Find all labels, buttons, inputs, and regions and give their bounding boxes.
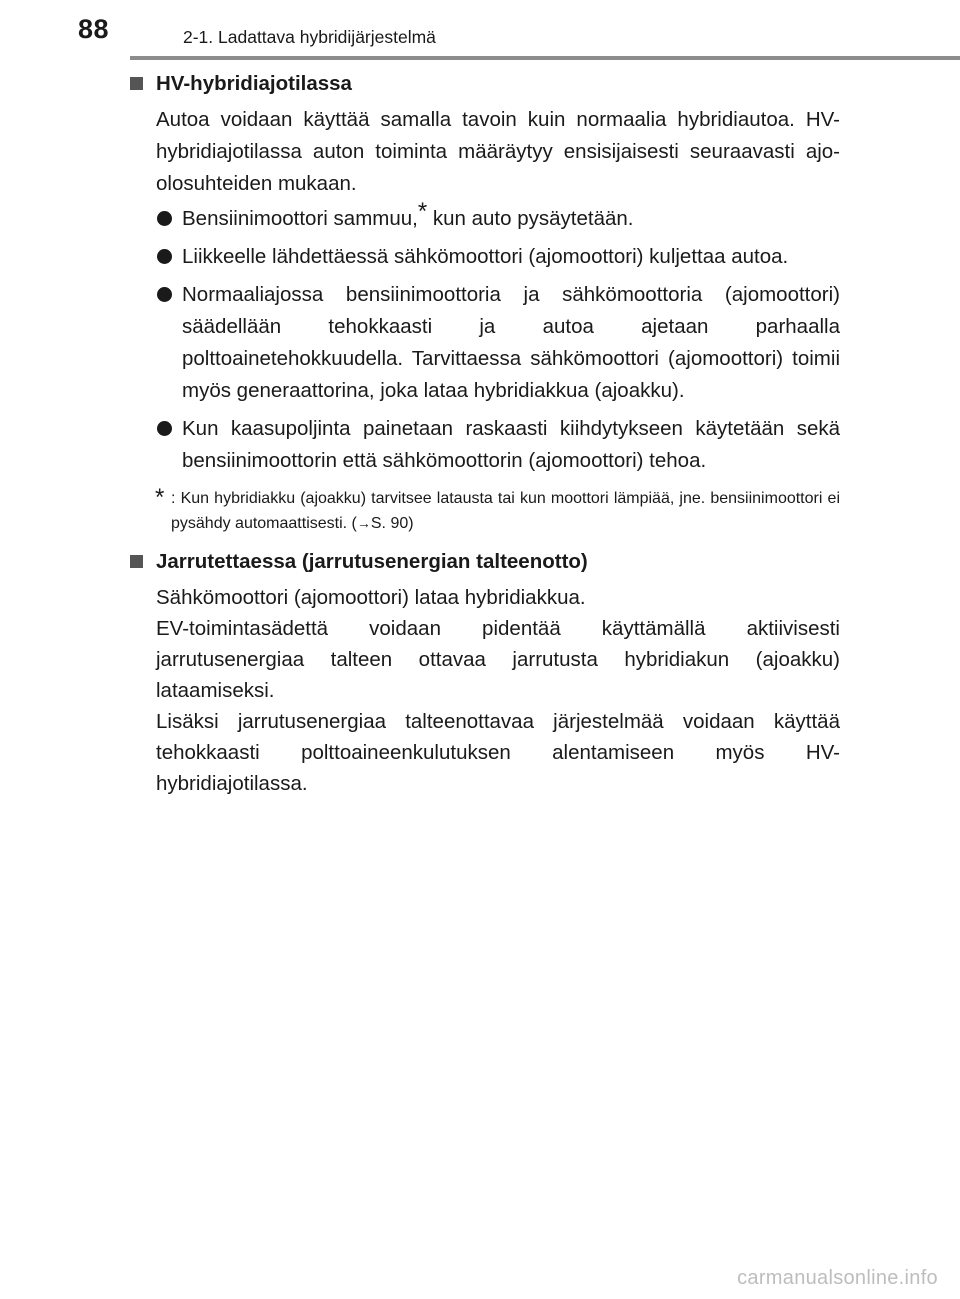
round-bullet-icon (157, 211, 172, 226)
section-heading-braking (128, 548, 840, 576)
bullet-text: Kun kaasupoljinta painetaan raskaasti kiihdytykseen käytetään sekä bensiinimoottorin että sähkömoottorin (ajomoottori) tehoa. (182, 417, 840, 472)
header-divider (130, 56, 960, 60)
braking-paragraph-3: Lisäksi jarrutusenergiaa talteenottavaa järjestelmää voidaan käyttää tehokkaasti polttoaineenkulutuksen alentamiseen myös HV-hybridiajotilassa. (156, 710, 840, 795)
section-title: Jarrutettaessa (jarrutusenergian talteenotto) (156, 550, 588, 573)
section-heading-hv (128, 70, 840, 98)
list-item (156, 279, 840, 407)
bullet-text: Bensiinimoottori sammuu, (182, 207, 418, 230)
page-content (128, 70, 840, 799)
braking-paragraph-2: EV-toimintasädettä voidaan pidentää käyttämällä aktiivisesti jarrutusenergiaa talteen ottavaa jarrutusta hybridiakun (ajoakku) lataamiseksi. (156, 617, 840, 702)
round-bullet-icon (157, 249, 172, 264)
bullet-text: Normaaliajossa bensiinimoottoria ja sähkömoottoria (ajomoottori) säädellään tehokkaasti ja autoa ajetaan parhaalla polttoainetehokkuudella. Tarvittaessa sähkömoottori (ajomoottori) toimii myös generaattorina, joka lataa hybridiakkua (ajoakku). (182, 283, 840, 402)
bullet-text: Liikkeelle lähdettäessä sähkömoottori (ajomoottori) kuljettaa autoa. (182, 245, 789, 268)
round-bullet-icon (157, 287, 172, 302)
square-bullet-icon (130, 77, 143, 90)
list-item (156, 198, 840, 235)
footnote-mark: * (155, 484, 165, 511)
round-bullet-icon (157, 421, 172, 436)
footnote (155, 484, 840, 536)
bullet-list (156, 198, 840, 477)
square-bullet-icon (130, 555, 143, 568)
list-item (156, 241, 840, 273)
bullet-text-tail: kun auto pysäytetään. (427, 207, 634, 230)
section-title: HV-hybridiajotilassa (156, 72, 352, 95)
page-number: 88 (78, 14, 110, 44)
list-item (156, 413, 840, 477)
intro-paragraph: Autoa voidaan käyttää samalla tavoin kuin normaalia hybridiautoa. HV-hybridiajotilassa auton toiminta määräytyy ensisijaisesti seuraavasti ajo-olosuhteiden mukaan. (156, 108, 840, 195)
watermark: carmanualsonline.info (737, 1267, 938, 1289)
footnote-mark: * (417, 198, 428, 226)
braking-paragraph-1: Sähkömoottori (ajomoottori) lataa hybridiakkua. (156, 586, 586, 609)
footnote-text: : Kun hybridiakku (ajoakku) tarvitsee latausta tai kun moottori lämpiää, jne. bensiinimoottori ei pysähdy automaattisesti. ( (171, 490, 840, 532)
page-reference-link[interactable]: S. 90) (370, 515, 414, 532)
section-header: 2-1. Ladattava hybridijärjestelmä (183, 27, 436, 47)
arrow-right-icon: → (356, 515, 371, 531)
